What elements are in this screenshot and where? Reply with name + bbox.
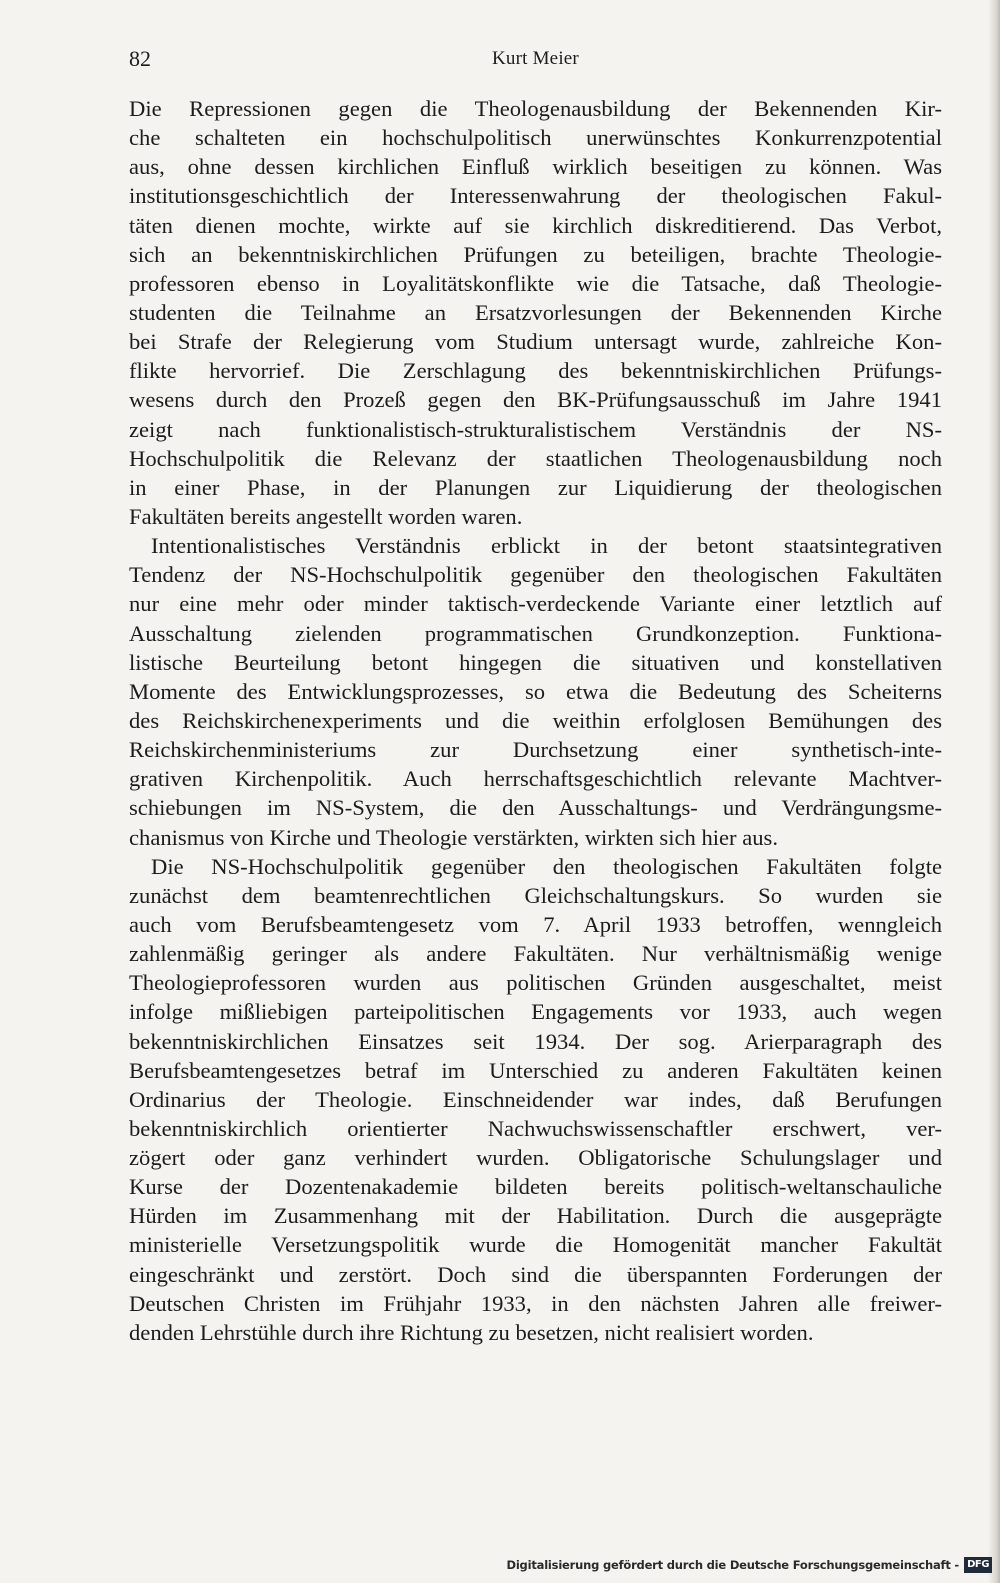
text-line: flikte hervorrief. Die Zerschlagung des bekenntniskirchlichen Prüfungs-	[129, 358, 942, 384]
text-line: chanismus von Kirche und Theologie verstärkten, wirkten sich hier aus.	[129, 824, 778, 850]
text-line: bekenntniskirchlich orientierter Nachwuchswissenschaftler erschwert, ver-	[129, 1115, 942, 1141]
running-head-author: Kurt Meier	[492, 48, 579, 69]
text-line: institutionsgeschichtlich der Interessenwahrung der theologischen Fakul-	[129, 183, 942, 209]
text-line: Berufsbeamtengesetzes betraf im Unterschied zu anderen Fakultäten keinen	[129, 1057, 942, 1083]
text-line: eingeschränkt und zerstört. Doch sind die überspannten Forderungen der	[129, 1261, 942, 1287]
running-head	[129, 44, 942, 74]
text-line: Ordinarius der Theologie. Einschneidender war indes, daß Berufungen	[129, 1086, 942, 1112]
text-line: zunächst dem beamtenrechtlichen Gleichschaltungskurs. So wurden sie	[129, 882, 942, 908]
text-line: bei Strafe der Relegierung vom Studium untersagt wurde, zahlreiche Kon-	[129, 329, 942, 355]
text-line: bekenntniskirchlichen Einsatzes seit 1934. Der sog. Arierparagraph des	[129, 1028, 942, 1054]
text-line: zahlenmäßig geringer als andere Fakultäten. Nur verhältnismäßig wenige	[129, 941, 942, 967]
text-line: wesens durch den Prozeß gegen den BK-Prüfungsausschuß im Jahre 1941	[129, 387, 942, 413]
text-line: ministerielle Versetzungspolitik wurde die Homogenität mancher Fakultät	[129, 1232, 942, 1258]
paragraph-1	[129, 94, 942, 531]
text-line: auch vom Berufsbeamtengesetz vom 7. April 1933 betroffen, wenngleich	[129, 911, 942, 937]
text-line: Reichskirchenministeriums zur Durchsetzung einer synthetisch-inte-	[129, 737, 942, 763]
text-line: in einer Phase, in der Planungen zur Liquidierung der theologischen	[129, 474, 942, 500]
text-line: Kurse der Dozentenakademie bildeten bereits politisch-weltanschauliche	[129, 1174, 942, 1200]
page-number: 82	[129, 46, 151, 71]
text-line: Intentionalistisches Verständnis erblickt in der betont staatsintegrativen	[151, 533, 942, 559]
text-line: professoren ebenso in Loyalitätskonflikte wie die Tatsache, daß Theologie-	[129, 270, 942, 296]
text-line: che schalteten ein hochschulpolitisch unerwünschtes Konkurrenzpotential	[129, 125, 942, 151]
text-line: infolge mißliebigen parteipolitischen Engagements vor 1933, auch wegen	[129, 999, 942, 1025]
text-line: Theologieprofessoren wurden aus politischen Gründen ausgeschaltet, meist	[129, 970, 942, 996]
text-line: täten dienen mochte, wirkte auf sie kirchlich diskreditierend. Das Verbot,	[129, 212, 942, 238]
paragraph-3	[129, 852, 942, 1347]
dfg-logo: DFG	[964, 1557, 992, 1573]
scan-page-edge	[988, 0, 1000, 1583]
text-line: Momente des Entwicklungsprozesses, so etwa die Bedeutung des Scheiterns	[129, 678, 942, 704]
text-line: Hochschulpolitik die Relevanz der staatlichen Theologenausbildung noch	[129, 445, 942, 471]
text-line: Hürden im Zusammenhang mit der Habilitation. Durch die ausgeprägte	[129, 1203, 942, 1229]
text-line: listische Beurteilung betont hingegen die situativen und konstellativen	[129, 649, 942, 675]
text-line: Die NS-Hochschulpolitik gegenüber den theologischen Fakultäten folgte	[151, 853, 942, 879]
text-line: sich an bekenntniskirchlichen Prüfungen zu beteiligen, brachte Theologie-	[129, 241, 942, 267]
text-line: Fakultäten bereits angestellt worden waren.	[129, 503, 523, 529]
text-line: zögert oder ganz verhindert wurden. Obligatorische Schulungslager und	[129, 1145, 942, 1171]
text-line: zeigt nach funktionalistisch-strukturalistischem Verständnis der NS-	[129, 416, 942, 442]
paragraph-2	[129, 531, 942, 852]
text-line: des Reichskirchenexperiments und die weithin erfolglosen Bemühungen des	[129, 707, 942, 733]
text-line: schiebungen im NS-System, die den Ausschaltungs- und Verdrängungsme-	[129, 795, 942, 821]
text-line: denden Lehrstühle durch ihre Richtung zu besetzen, nicht realisiert worden.	[129, 1319, 814, 1345]
funding-notice: Digitalisierung gefördert durch die Deutsche Forschungsgemeinschaft -	[506, 1558, 959, 1572]
text-line: Deutschen Christen im Frühjahr 1933, in den nächsten Jahren alle freiwer-	[129, 1290, 942, 1316]
text-line: Tendenz der NS-Hochschulpolitik gegenüber den theologischen Fakultäten	[129, 562, 942, 588]
text-line: studenten die Teilnahme an Ersatzvorlesungen der Bekennenden Kirche	[129, 299, 942, 325]
text-line: Ausschaltung zielenden programmatischen Grundkonzeption. Funktiona-	[129, 620, 942, 646]
text-line: grativen Kirchenpolitik. Auch herrschaftsgeschichtlich relevante Machtver-	[129, 766, 942, 792]
body-text	[129, 94, 942, 1347]
text-line: aus, ohne dessen kirchlichen Einfluß wirklich beseitigen zu können. Was	[129, 154, 942, 180]
digitization-footer	[506, 1555, 992, 1575]
text-line: Die Repressionen gegen die Theologenausbildung der Bekennenden Kir-	[129, 96, 942, 121]
text-line: nur eine mehr oder minder taktisch-verdeckende Variante einer letztlich auf	[129, 591, 942, 617]
